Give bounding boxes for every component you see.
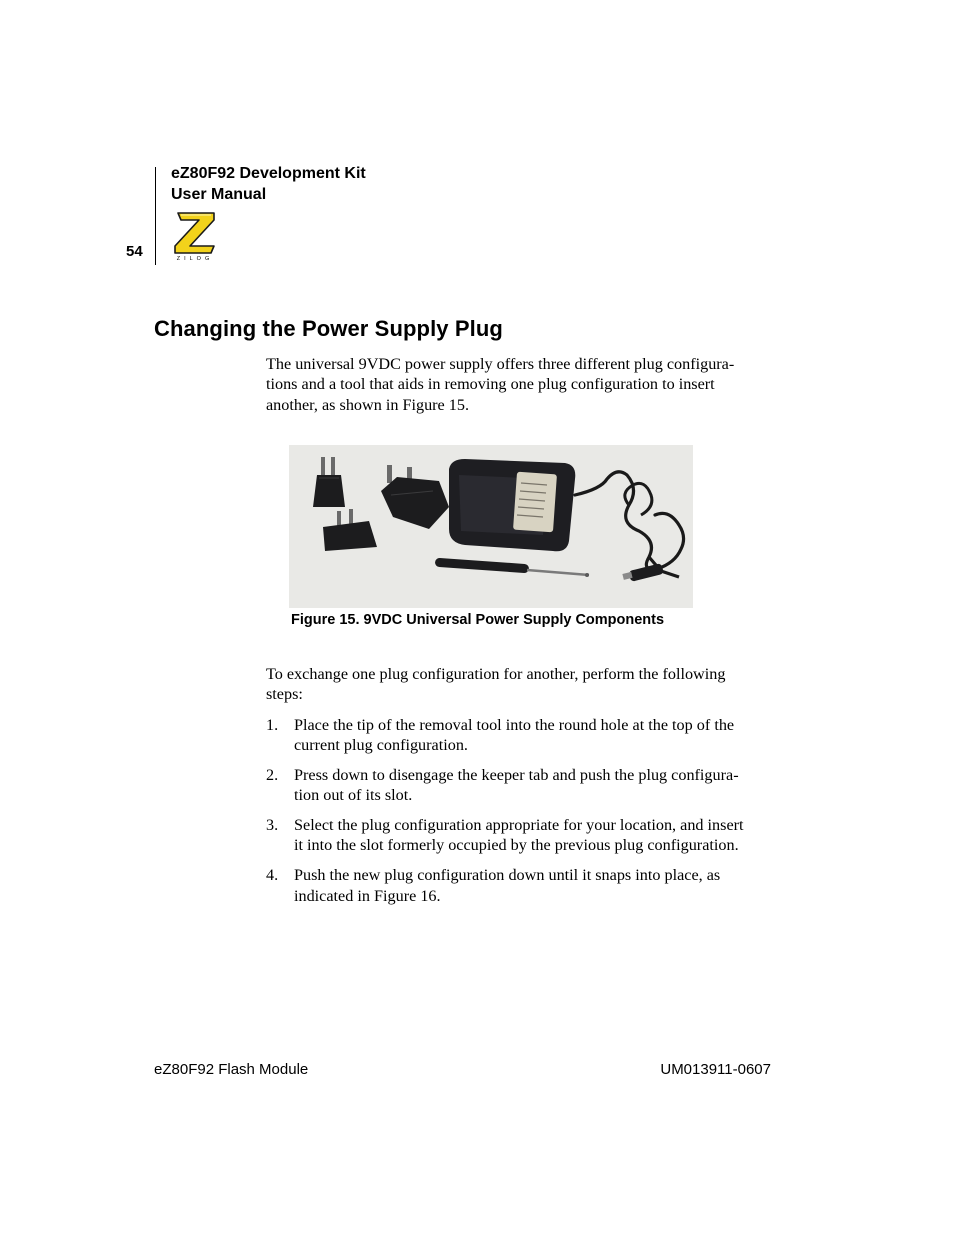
procedure-step (266, 865, 776, 906)
step-number: 3. (266, 816, 279, 835)
procedure-lead-line: To exchange one plug configuration for another, perform the following (266, 665, 726, 683)
procedure-lead (266, 664, 776, 705)
footer-document-number: UM013911-0607 (660, 1061, 771, 1078)
step-text: Select the plug configuration appropriate for your location, and insert (294, 816, 744, 835)
step-text: current plug configuration. (294, 736, 468, 755)
logo-wordmark: ZILOG (176, 256, 214, 261)
header-title-line2: User Manual (171, 186, 267, 203)
step-text: Push the new plug configuration down until it snaps into place, as (294, 866, 721, 885)
power-supply-photo (289, 445, 693, 608)
step-text: Place the tip of the removal tool into the round hole at the top of the (294, 716, 735, 734)
procedure-step (266, 765, 776, 806)
step-text: tion out of its slot. (294, 786, 413, 805)
intro-paragraph (266, 354, 776, 415)
step-text: indicated in Figure 16. (294, 886, 441, 905)
procedure-lead-line: steps: (266, 685, 303, 704)
zilog-logo (170, 209, 220, 261)
procedure-steps (266, 715, 776, 915)
header-title-line1: eZ80F92 Development Kit (171, 165, 366, 182)
step-text: Press down to disengage the keeper tab and push the plug configura- (294, 766, 739, 785)
intro-line: tions and a tool that aids in removing one plug configuration to insert (266, 375, 715, 394)
figure-caption: Figure 15. 9VDC Universal Power Supply Components (291, 612, 665, 628)
intro-line: another, as shown in Figure 15. (266, 395, 470, 414)
procedure-step (266, 815, 776, 856)
section-heading: Changing the Power Supply Plug (154, 316, 503, 341)
step-number: 2. (266, 766, 279, 785)
intro-line: The universal 9VDC power supply offers three different plug configura- (266, 355, 735, 373)
step-text: it into the slot formerly occupied by the previous plug configuration. (294, 836, 739, 855)
power-supply-body (449, 459, 575, 551)
header-rule (155, 167, 156, 265)
document-header (171, 163, 366, 205)
page-number: 54 (126, 243, 143, 260)
procedure-step (266, 715, 776, 756)
step-number: 1. (266, 716, 279, 734)
footer-document-title: eZ80F92 Flash Module (154, 1061, 309, 1078)
step-number: 4. (266, 866, 279, 885)
